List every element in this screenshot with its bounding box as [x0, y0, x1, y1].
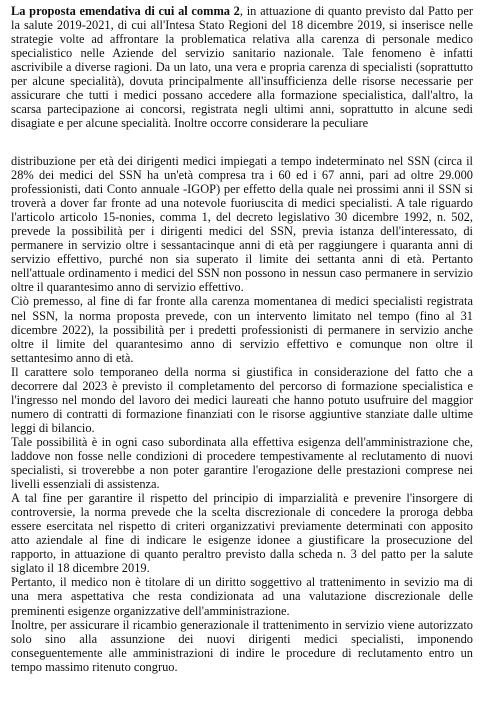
paragraph-distribution: distribuzione per età dei dirigenti medici impiegati a tempo indeterminato nel SSN (circa il 28% dei medici del SSN ha un'età compresa tra i 60 ed i 67 anni, pari ad oltre 29.000 professionisti, dati Conto annuale -IGOP) per effetto della quale nei prossimi anni il SSN si troverà a dover far fronte ad una notevole fuoriuscita di medici specialisti. A tale riguardo l'articolo articolo 15-nonies, comma 1, del decreto legislativo 30 dicembre 1992, n. 502, prevede la possibilità per i dirigenti medici del SSN, previa istanza dell'interessato, di permanere in servizio oltre i sessantacinque anni di età per raggiungere i quaranta anni di servizio effettivo, purché non sia superato il limite dei settanta anni di età. Pertanto nell'attuale ordinamento i medici del SSN non possono in nessun caso permanere in servizio oltre il quarantesimo anno di servizio effettivo. [11, 154, 473, 295]
intro-lead: La proposta emendativa di cui al comma 2 [11, 4, 240, 18]
paragraph-premise: Ciò premesso, al fine di far fronte alla carenza momentanea di medici specialisti registrata nel SSN, la norma proposta prevede, con un intervento limitato nel tempo (fino al 31 dicembre 2022), la possibilità per i predetti professionisti di permanere in servizio anche oltre il limite del quarantesimo anno di servizio effettivo e comunque non oltre il settantesimo anno di età. [11, 294, 473, 365]
paragraph-impartiality: A tal fine per garantire il rispetto del principio di imparzialità e prevenire l'insorgere di controversie, la norma prevede che la scelta discrezionale di concedere la proroga debba essere esercitata nel rispetto di criteri organizzativi previamente determinati con apposito atto aziendale al fine di indicare le esigenze idonee a giustificare la prosecuzione del rapporto, in attuazione di quanto peraltro previsto dalla scheda n. 3 del patto per la salute siglato il 18 dicembre 2019. [11, 491, 473, 576]
paragraph-temporary: Il carattere solo temporaneo della norma si giustifica in considerazione del fatto che a decorrere dal 2023 è previsto il completamento del percorso di formazione specialistica e l'ingresso nel mondo del lavoro dei medici laureati che hanno potuto usufruire del maggior numero di contratti di formazione finanziati con le risorse aggiuntive stanziate dalle ultime leggi di bilancio. [11, 364, 473, 435]
paragraph-possibility: Tale possibilità è in ogni caso subordinata alla effettiva esigenza dell'amministrazione che, laddove non fosse nelle condizioni di procedere tempestivamente al reclutamento di nuovi specialisti, si troverebbe a non poter garantire l'erogazione delle prestazioni comprese nei livelli essenziali di assistenza. [11, 434, 473, 492]
paragraph-expectation: Pertanto, il medico non è titolare di un diritto soggettivo al trattenimento in sevizio ma di una mera aspettativa che resta condizionata ad una valutazione discrezionale delle preminenti esigenze organizzative dell'amministrazione. [11, 575, 473, 618]
paragraph-generational: Inoltre, per assicurare il ricambio generazionale il trattenimento in servizio viene autorizzato solo sino alla assunzione dei nuovi dirigenti medici specialisti, imponendo conseguentemente alle amministrazioni di indire le procedure di reclutamento entro un tempo massimo ritenuto congruo. [11, 617, 473, 674]
intro-paragraph [11, 4, 473, 130]
intro-block [11, 4, 473, 130]
body-block [11, 154, 473, 674]
intro-text: , in attuazione di quanto previsto dal Patto per la salute 2019-2021, di cui all'Intesa Stato Regioni del 18 dicembre 2019, si inserisce nelle strategie volte ad affrontare la problematica relativa alla carenza di personale medico specialistico nelle Aziende del servizio sanitario nazionale. Tale fenomeno è infatti ascrivibile a diverse ragioni. Da un lato, una vera e propria carenza di specialisti (soprattutto per alcune specialità), dovuta principalmente all'insufficienza delle risorse necessarie per assicurare che tutti i medici possano accedere alla formazione specialistica, dall'altro, la scarsa partecipazione ai concorsi, registrata negli ultimi anni, soprattutto in alcune sedi disagiate e per alcune specialità. Inoltre occorre considerare la peculiare [11, 4, 474, 131]
